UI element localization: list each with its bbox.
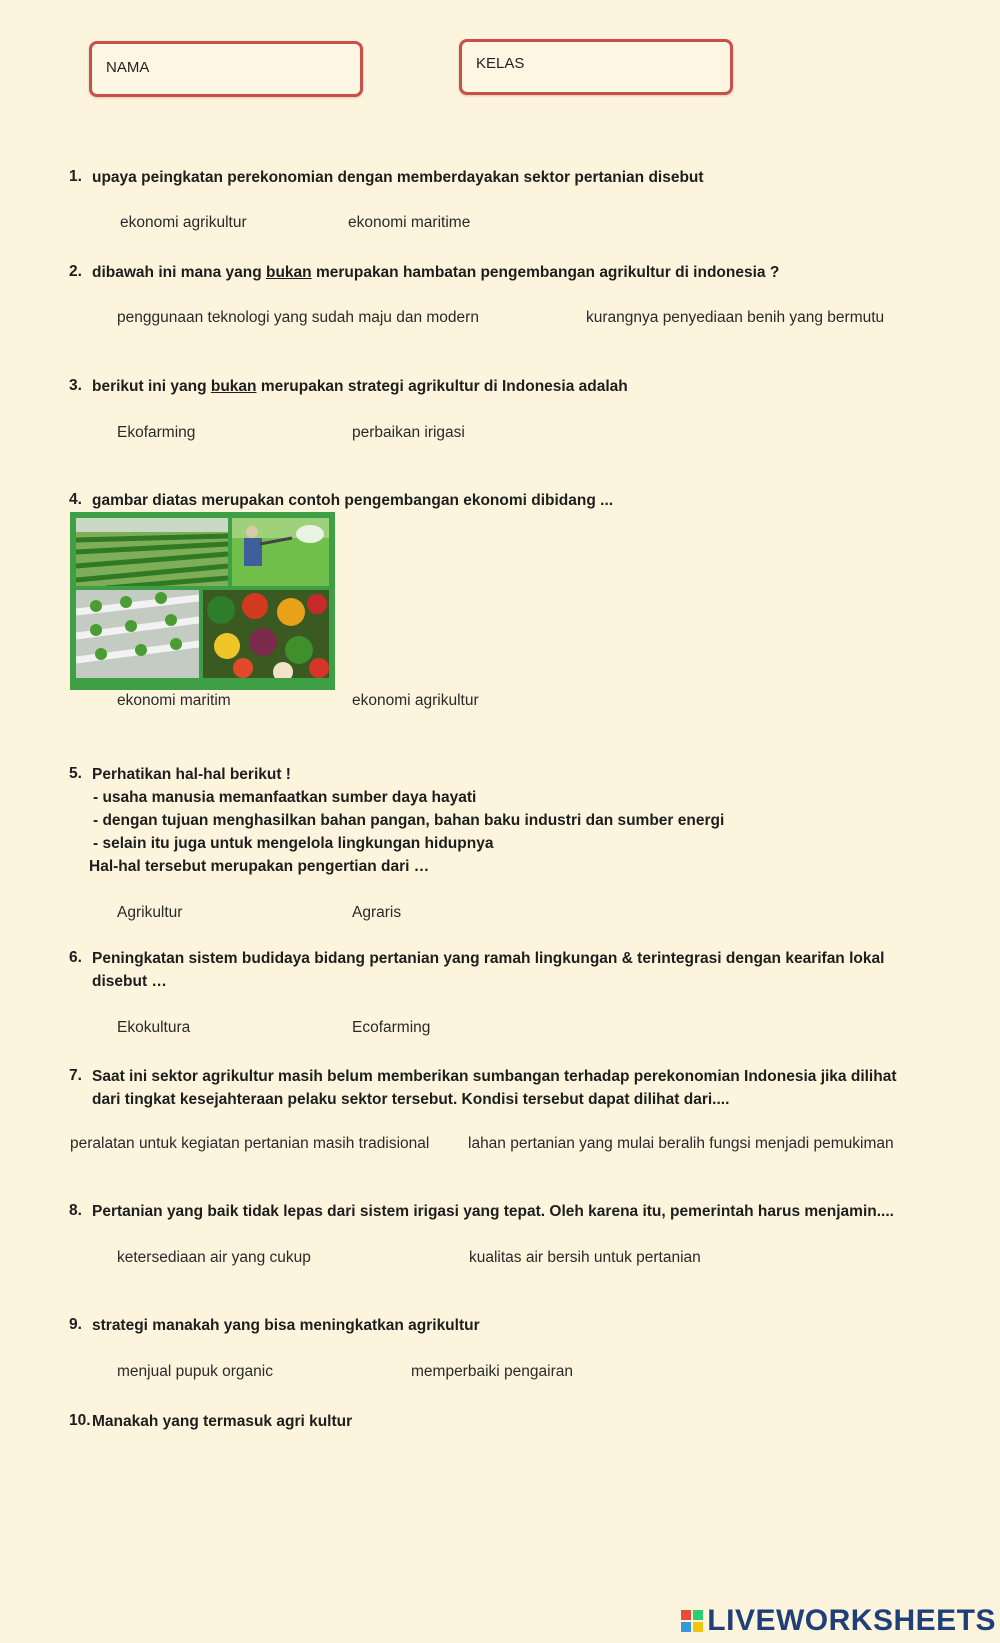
question-text: Peningkatan sistem budidaya bidang pertanian yang ramah lingkungan & terintegrasi dengan kearifan lokal bbox=[92, 950, 885, 967]
brand-text: LIVEWORKSHEETS bbox=[707, 1604, 996, 1637]
question-closing: Hal-hal tersebut merupakan pengertian dari … bbox=[89, 858, 430, 875]
answer-option[interactable]: menjual pupuk organic bbox=[117, 1363, 273, 1380]
question-number: 7. bbox=[69, 1067, 82, 1084]
answer-option[interactable]: Agrikultur bbox=[117, 904, 183, 921]
question-number: 2. bbox=[69, 263, 82, 280]
question-text: gambar diatas merupakan contoh pengembangan ekonomi dibidang ... bbox=[92, 492, 614, 509]
answer-option[interactable]: Ecofarming bbox=[352, 1019, 431, 1036]
answer-option[interactable]: ketersediaan air yang cukup bbox=[117, 1249, 311, 1266]
vegetables-photo bbox=[203, 590, 329, 678]
answer-option[interactable]: Agraris bbox=[352, 904, 402, 921]
question-number: 8. bbox=[69, 1202, 82, 1219]
agriculture-photo-collage bbox=[70, 512, 335, 690]
question-text: Saat ini sektor agrikultur masih belum memberikan sumbangan terhadap perekonomian Indonesia jika dilihat bbox=[92, 1068, 897, 1085]
answer-option[interactable]: memperbaiki pengairan bbox=[411, 1363, 573, 1380]
liveworksheets-logo-icon bbox=[681, 1610, 703, 1632]
question-number: 10. bbox=[69, 1412, 91, 1429]
question-number: 1. bbox=[69, 168, 82, 185]
class-field[interactable] bbox=[459, 39, 733, 95]
answer-option[interactable]: kurangnya penyediaan benih yang bermutu bbox=[586, 309, 885, 326]
question-number: 9. bbox=[69, 1316, 82, 1333]
name-field[interactable] bbox=[89, 41, 363, 97]
answer-option[interactable]: ekonomi maritim bbox=[117, 692, 231, 709]
answer-option[interactable]: ekonomi maritime bbox=[348, 214, 471, 231]
question-text-cont: disebut … bbox=[92, 973, 167, 990]
question-number: 4. bbox=[69, 491, 82, 508]
answer-option[interactable]: lahan pertanian yang mulai beralih fungsi menjadi pemukiman bbox=[468, 1135, 894, 1152]
question-text-cont: dari tingkat kesejahteraan pelaku sektor tersebut. Kondisi tersebut dapat dilihat dari.... bbox=[92, 1091, 730, 1108]
answer-option[interactable]: ekonomi agrikultur bbox=[120, 214, 247, 231]
answer-option[interactable]: kualitas air bersih untuk pertanian bbox=[469, 1249, 701, 1266]
question-text: Pertanian yang baik tidak lepas dari sistem irigasi yang tepat. Oleh karena itu, pemerintah harus menjamin.... bbox=[92, 1203, 894, 1220]
question-number: 6. bbox=[69, 949, 82, 966]
question-number: 5. bbox=[69, 765, 82, 782]
hydroponic-photo bbox=[76, 590, 199, 678]
answer-option[interactable]: peralatan untuk kegiatan pertanian masih tradisional bbox=[70, 1135, 430, 1152]
question-text: Perhatikan hal-hal berikut ! bbox=[92, 766, 291, 783]
question-line: - dengan tujuan menghasilkan bahan pangan, bahan baku industri dan sumber energi bbox=[93, 812, 725, 829]
farmer-spraying-photo bbox=[232, 518, 329, 586]
answer-option[interactable]: ekonomi agrikultur bbox=[352, 692, 479, 709]
answer-option[interactable]: perbaikan irigasi bbox=[352, 424, 465, 441]
liveworksheets-logo bbox=[681, 1604, 996, 1638]
question-text: Manakah yang termasuk agri kultur bbox=[92, 1413, 353, 1430]
name-label: NAMA bbox=[106, 59, 150, 76]
question-number: 3. bbox=[69, 377, 82, 394]
question-text: dibawah ini mana yang bukan merupakan hambatan pengembangan agrikultur di indonesia ? bbox=[92, 264, 780, 281]
question-text: strategi manakah yang bisa meningkatkan agrikultur bbox=[92, 1317, 480, 1334]
question-line: - selain itu juga untuk mengelola lingkungan hidupnya bbox=[93, 835, 494, 852]
question-line: - usaha manusia memanfaatkan sumber daya hayati bbox=[93, 789, 477, 806]
question-text: berikut ini yang bukan merupakan strategi agrikultur di Indonesia adalah bbox=[92, 378, 628, 395]
crop-field-photo bbox=[76, 518, 228, 586]
answer-option[interactable]: Ekofarming bbox=[117, 424, 196, 441]
answer-option[interactable]: Ekokultura bbox=[117, 1019, 191, 1036]
class-label: KELAS bbox=[476, 55, 525, 72]
question-text: upaya peingkatan perekonomian dengan memberdayakan sektor pertanian disebut bbox=[92, 169, 704, 186]
answer-option[interactable]: penggunaan teknologi yang sudah maju dan modern bbox=[117, 309, 479, 326]
